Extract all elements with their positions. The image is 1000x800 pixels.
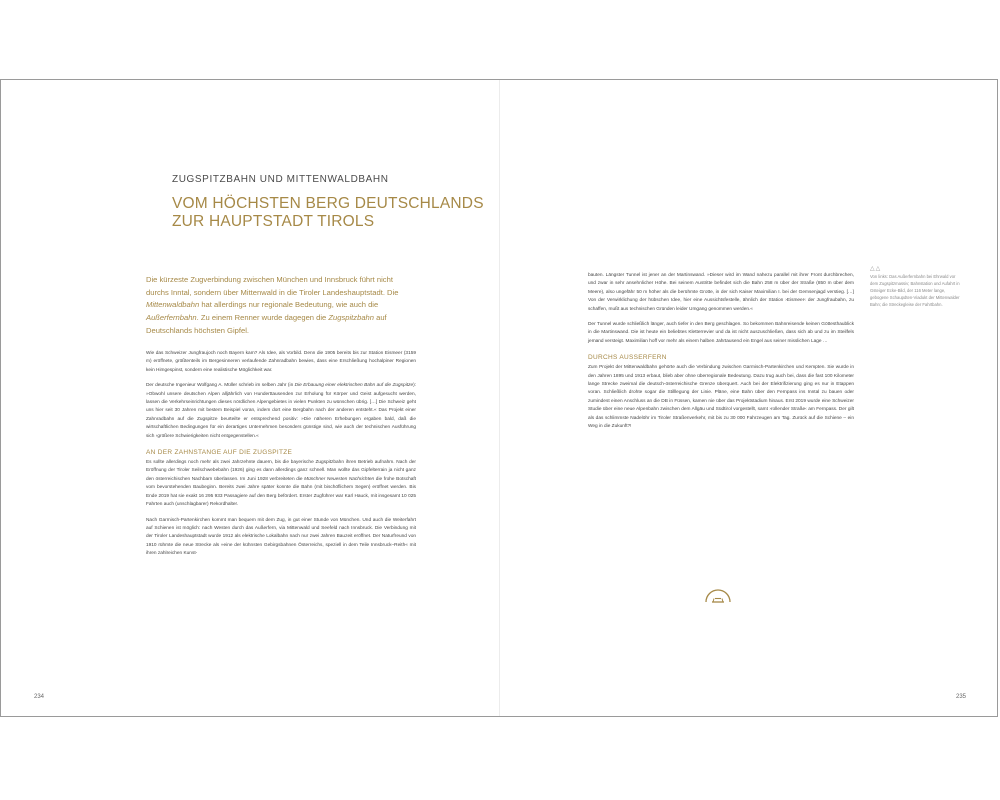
chapter-kicker: ZUGSPITZBAHN UND MITTENWALDBAHN	[172, 174, 389, 185]
section-heading: AN DER ZAHNSTANGE AUF DIE ZUGSPITZE	[146, 449, 293, 457]
title-line-2: ZUR HAUPTSTADT TIROLS	[172, 213, 375, 230]
photo-caption	[870, 265, 962, 308]
body-text: Der deutsche Ingenieur Wolfgang A. Müller schrieb im selben Jahr (in	[146, 383, 295, 389]
body-text: Es sollte allerdings noch mehr als zwei Jahrzehnte dauern, bis die bayerische Zugspitzbahn ihren Betrieb aufnahm. Nach der Eröffnung der Tiroler Seilschwebebahn (1926) ging es dann allerdings ganz schnell. Man wollte das Gipfelterrain ja nicht ganz den österreichischen Nachbarn überlassen. Im Juni 1928 verbreiteten die	[146, 460, 416, 482]
triangle-markers-icon: △△	[870, 266, 882, 272]
body-paragraph: Zum Projekt der Mittenwaldbahn gehörte auch die Verbindung zwischen Garmisch-Partenkirchen und Kempten. Sie wurde in den Jahren 1895 und 1913 erbaut, blieb aber ohne überregionale Bedeutung. Dazu trug auch bei, dass die fast 100 Kilometer lange Strecke zweimal die deutsch-österreichische Grenze überquert. Auch bei der Elektrifizierung ging es nur in Etappen voran. Schließlich drohte sogar die Stilllegung der Linie. Pläne, eine Bahn über den Fernpass ins Inntal zu bauen oder zumindest einen Anschluss an die DB in Füssen, kamen nie über das Projektstadium hinaus. Erst 2019 wurde eine Schweizer Studie über eine neue Alpenbahn zwischen dem Allgäu und Südtirol vorgestellt, samt ›rollender Straße‹ am Fernpass. Der gilt als das schlimmste Nadelöhr im Tiroler Straßenverkehr, mit bis zu 30 000 Fahrzeugen am Tag. Zurück auf die Schiene – ein Weg in die Zukunft?!	[588, 365, 854, 430]
body-paragraph	[146, 459, 416, 509]
body-paragraph: Wie das Schweizer Jungfraujoch noch Bayern kam? Als Idee, als Vorbild. Denn die 1905 bereits bis zur Station Eismeer (3159 m) eröffnete, größtenteils im Bergesinneren verlaufende Zahnradbahn bewies, dass eine Erschließung hochalpiner Regionen kein Himgespinst, sondern eine realistische Möglichkeit war.	[146, 351, 416, 373]
body-paragraph	[146, 382, 416, 441]
page-number-right: 235	[956, 694, 967, 700]
body-paragraph: Der Tunnel wurde schließlich länger, auch tiefer in den Berg geschlagen. So bekommen Bahnreisende keinen Göttesthaublick in die Martinswand. Die ist heute ein beliebtes Kletterrevier und da ist nicht auszuschließen, dass sich ab und zu im Steilfels jemand versteigt. Maximilian hoff vor mehr als einem halben Jahrtausend ein Engel aus seiner misslichen Lage …	[588, 322, 854, 344]
body-text: die frohe Botschaft vom bevorstehenden Baubeginn. Bereits zwei Jahre später konnte die Bahn (mit bischöflichem Segen) eröffnet werden. Bis Ende 2019 hat sie exakt 16 295 933 Passagiere auf den Berg befördert. Erster Zugführer war Karl Hauck, mit insgesamt 10 025 Fahrten auch (unschlagbarer) Rekordhalter.	[146, 476, 416, 508]
lead-text: Die kürzeste Zugverbindung zwischen München und Innsbruck führt nicht durchs Inntal, sondern über Mittenwald in die Tiroler Landeshauptstadt. Die	[146, 275, 399, 297]
right-body-column	[588, 272, 854, 439]
lead-emphasis: Mittenwaldbahn	[146, 300, 200, 310]
body-paragraph: Nach Garmisch-Partenkirchen kommt man bequem mit dem Zug, in gut einer Stunde von München. Und auch die Weiterfahrt auf Schienen ist möglich: nach Westen durch das Außerfern, via Mittenwald und Seefeld nach Innsbruck. Die Verbindung mit der Tiroler Landeshauptstadt wurde 1912 als elektrische Lokalbahn nach nur zwei Jahren Bauzeit eröffnet. Der Naturfreund von 1910 rühmte die neue Strecke als »eine der kühnsten Gebirgsbahnen Österreichs, speziell in dem Teile Innsbruck–Reith« mit ihren zahlreichen Kunst-	[146, 517, 416, 557]
lead-text: hat allerdings nur regionale Bedeutung, wie auch die	[199, 300, 379, 310]
lead-text: auf Deutschlands höchsten Gipfel.	[146, 313, 387, 335]
body-paragraph: bauten. Längster Tunnel ist jener an der Martinswand. »Dieser wird im Wand nahezu parallel mit ihrer Front durchbrechen, und zwar in sehr ansehnlicher Höhe. Bei seinem Austritte befindet sich die Bahn 258 m über der Straße (850 m über dem Meere), also ungefähr 50 m höher als die berühmte Grotte, in der sich Kaiser Maximilian I. bei der Gemsenjagd verstieg. […] Von der Verwirklichung der hübschen Idee, hier eine Aussichtsfestelle, ähnlich der Station ›Eismeer‹ der Jungfraubahn, zu schaffen, mußt aus technischen Gründen leider Umgang genommen werden.«	[588, 273, 854, 312]
chapter-title	[172, 195, 484, 231]
end-of-chapter-icon	[702, 580, 734, 606]
lead-emphasis: Außerfernbahn	[146, 313, 197, 323]
section-heading: DURCHS AUSSERFERN	[588, 354, 667, 362]
title-line-1: VOM HÖCHSTEN BERG DEUTSCHLANDS	[172, 195, 484, 212]
lead-text: . Zu einem Renner wurde dagegen die	[196, 313, 329, 323]
caption-text: Von links: Das Außerfernbahn bei Ehrwald vor dem Zugspitzmassiv; Bahnstation und Aufahrt in Gsteiger Ecke-Bild, der 116 Meter lange, gebogene Schaupdten-Viadukt der Mittenwalder Bahn; die Streckegleise der Fahrtbahn.	[870, 274, 960, 307]
body-text: ): »Obwohl unsere deutschen Alpen alljährlich von Hunderttausenden zur Erholung für Körper und Geist aufgesucht werden, lassen die Verkehrseinrichtungen dieses nördlichen Alpengebietes in vielen Punkten zu wünschen übrig. […] Die Schweiz geht uns hier seit 30 Jahren mit bestem Beispiel voran, indem dort eine Bergbahn nach der anderen entsteht.« Das Projekt einer Zahnradbahn auf die Zugspitze beurteilte er entsprechend positiv: »Die näheren Erhebungen ergaben bald, daß die wirtschaftlichen Bedingungen für ein derartiges Unternehmen besonders günstige sind, wie auch der technischen Ausführung sich ›größere Schwierigkeiten nicht entgegenstellen.«	[146, 383, 416, 439]
lead-emphasis: Zugspitzbahn	[328, 313, 374, 323]
body-emphasis: Die Erbauung einer elektrischen Bahn auf die Zugspitze	[294, 383, 414, 389]
body-emphasis: Münchner Neuesten Nachrichten	[304, 476, 375, 482]
lead-paragraph	[146, 274, 414, 338]
page-gutter	[499, 80, 500, 716]
page-number-left: 234	[34, 694, 45, 700]
left-body-column	[146, 350, 416, 566]
